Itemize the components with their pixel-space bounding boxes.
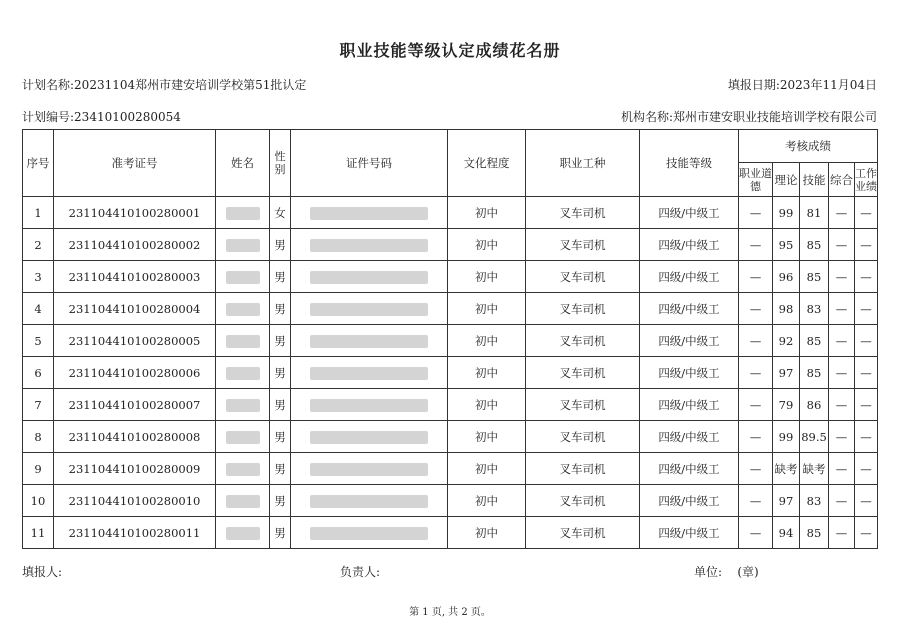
cell-skill: 85 bbox=[800, 517, 829, 549]
redaction-blur bbox=[226, 431, 260, 444]
redaction-blur bbox=[226, 495, 260, 508]
cell-name bbox=[216, 325, 270, 357]
cell-exam-no: 231104410100280006 bbox=[54, 357, 216, 389]
cell-exam-no: 231104410100280007 bbox=[54, 389, 216, 421]
cell-skill: 89.5 bbox=[800, 421, 829, 453]
cell-skill: 83 bbox=[800, 485, 829, 517]
filler-label: 填报人: bbox=[22, 565, 63, 579]
cell-level: 四级/中级工 bbox=[640, 229, 739, 261]
cell-skill: 86 bbox=[800, 389, 829, 421]
cell-occupation: 叉车司机 bbox=[526, 197, 640, 229]
cell-level: 四级/中级工 bbox=[640, 517, 739, 549]
cell-ethics: — bbox=[739, 261, 773, 293]
header-exam-no: 准考证号 bbox=[54, 130, 216, 197]
cell-comprehensive: — bbox=[829, 357, 855, 389]
cell-id-no bbox=[291, 293, 448, 325]
cell-gender: 男 bbox=[270, 229, 291, 261]
cell-seq: 10 bbox=[23, 485, 54, 517]
cell-name bbox=[216, 261, 270, 293]
cell-skill: 83 bbox=[800, 293, 829, 325]
cell-name bbox=[216, 357, 270, 389]
table-row bbox=[23, 261, 878, 293]
plan-number-label: 计划编号: bbox=[22, 110, 75, 124]
cell-comprehensive: — bbox=[829, 229, 855, 261]
cell-id-no bbox=[291, 453, 448, 485]
cell-ethics: — bbox=[739, 293, 773, 325]
cell-skill: 85 bbox=[800, 229, 829, 261]
cell-gender: 男 bbox=[270, 453, 291, 485]
cell-level: 四级/中级工 bbox=[640, 325, 739, 357]
cell-education: 初中 bbox=[448, 261, 526, 293]
fill-date-label: 填报日期: bbox=[727, 78, 780, 92]
cell-level: 四级/中级工 bbox=[640, 389, 739, 421]
cell-performance: — bbox=[855, 357, 878, 389]
cell-occupation: 叉车司机 bbox=[526, 453, 640, 485]
cell-gender: 男 bbox=[270, 517, 291, 549]
cell-performance: — bbox=[855, 229, 878, 261]
cell-education: 初中 bbox=[448, 357, 526, 389]
cell-occupation: 叉车司机 bbox=[526, 421, 640, 453]
cell-occupation: 叉车司机 bbox=[526, 293, 640, 325]
plan-number-value: 23410100280054 bbox=[74, 110, 181, 124]
cell-level: 四级/中级工 bbox=[640, 357, 739, 389]
cell-theory: 97 bbox=[773, 357, 800, 389]
cell-seq: 7 bbox=[23, 389, 54, 421]
cell-occupation: 叉车司机 bbox=[526, 485, 640, 517]
redaction-blur bbox=[310, 431, 428, 444]
cell-occupation: 叉车司机 bbox=[526, 357, 640, 389]
cell-ethics: — bbox=[739, 229, 773, 261]
cell-performance: — bbox=[855, 421, 878, 453]
cell-comprehensive: — bbox=[829, 197, 855, 229]
cell-education: 初中 bbox=[448, 229, 526, 261]
cell-theory: 98 bbox=[773, 293, 800, 325]
organization bbox=[621, 108, 877, 125]
cell-gender: 男 bbox=[270, 485, 291, 517]
cell-id-no bbox=[291, 261, 448, 293]
redaction-blur bbox=[226, 335, 260, 348]
redaction-blur bbox=[310, 527, 428, 540]
redaction-blur bbox=[310, 335, 428, 348]
header-education: 文化程度 bbox=[448, 130, 526, 197]
cell-education: 初中 bbox=[448, 453, 526, 485]
cell-performance: — bbox=[855, 197, 878, 229]
fill-date bbox=[728, 76, 877, 93]
cell-name bbox=[216, 421, 270, 453]
header-ethics: 职业道德 bbox=[739, 163, 773, 197]
cell-occupation: 叉车司机 bbox=[526, 229, 640, 261]
cell-skill: 81 bbox=[800, 197, 829, 229]
unit-label bbox=[694, 563, 759, 580]
cell-gender: 女 bbox=[270, 197, 291, 229]
cell-ethics: — bbox=[739, 325, 773, 357]
cell-education: 初中 bbox=[448, 517, 526, 549]
cell-skill: 85 bbox=[800, 325, 829, 357]
redaction-blur bbox=[226, 239, 260, 252]
organization-value: 郑州市建安职业技能培训学校有限公司 bbox=[672, 110, 877, 124]
header-gender: 性别 bbox=[270, 130, 291, 197]
redaction-blur bbox=[226, 271, 260, 284]
cell-theory: 95 bbox=[773, 229, 800, 261]
plan-name-label: 计划名称: bbox=[22, 78, 75, 92]
cell-level: 四级/中级工 bbox=[640, 485, 739, 517]
table-row bbox=[23, 325, 878, 357]
cell-exam-no: 231104410100280001 bbox=[54, 197, 216, 229]
header-theory: 理论 bbox=[773, 163, 800, 197]
cell-occupation: 叉车司机 bbox=[526, 517, 640, 549]
cell-comprehensive: — bbox=[829, 453, 855, 485]
cell-id-no bbox=[291, 485, 448, 517]
redaction-blur bbox=[226, 463, 260, 476]
cell-id-no bbox=[291, 421, 448, 453]
header-seq: 序号 bbox=[23, 130, 54, 197]
cell-skill: 85 bbox=[800, 261, 829, 293]
table-row bbox=[23, 421, 878, 453]
redaction-blur bbox=[310, 463, 428, 476]
redaction-blur bbox=[226, 207, 260, 220]
cell-gender: 男 bbox=[270, 389, 291, 421]
table-row bbox=[23, 485, 878, 517]
cell-theory: 94 bbox=[773, 517, 800, 549]
redaction-blur bbox=[226, 303, 260, 316]
cell-exam-no: 231104410100280009 bbox=[54, 453, 216, 485]
cell-id-no bbox=[291, 517, 448, 549]
cell-performance: — bbox=[855, 261, 878, 293]
redaction-blur bbox=[310, 399, 428, 412]
cell-name bbox=[216, 293, 270, 325]
fill-date-value: 2023年11月04日 bbox=[779, 78, 877, 92]
cell-gender: 男 bbox=[270, 325, 291, 357]
cell-occupation: 叉车司机 bbox=[526, 389, 640, 421]
cell-theory: 97 bbox=[773, 485, 800, 517]
redaction-blur bbox=[310, 303, 428, 316]
plan-number bbox=[22, 108, 181, 125]
cell-name bbox=[216, 389, 270, 421]
redaction-blur bbox=[226, 399, 260, 412]
cell-name bbox=[216, 197, 270, 229]
cell-exam-no: 231104410100280002 bbox=[54, 229, 216, 261]
cell-gender: 男 bbox=[270, 357, 291, 389]
cell-education: 初中 bbox=[448, 389, 526, 421]
cell-performance: — bbox=[855, 453, 878, 485]
table-row bbox=[23, 293, 878, 325]
cell-gender: 男 bbox=[270, 293, 291, 325]
cell-theory: 92 bbox=[773, 325, 800, 357]
table-row bbox=[23, 229, 878, 261]
cell-skill: 缺考 bbox=[800, 453, 829, 485]
cell-level: 四级/中级工 bbox=[640, 293, 739, 325]
cell-seq: 6 bbox=[23, 357, 54, 389]
cell-theory: 99 bbox=[773, 197, 800, 229]
page-number: 第 1 页, 共 2 页。 bbox=[409, 607, 491, 618]
table-row bbox=[23, 389, 878, 421]
cell-comprehensive: — bbox=[829, 389, 855, 421]
cell-level: 四级/中级工 bbox=[640, 197, 739, 229]
cell-seq: 11 bbox=[23, 517, 54, 549]
cell-performance: — bbox=[855, 389, 878, 421]
cell-education: 初中 bbox=[448, 197, 526, 229]
plan-name bbox=[22, 76, 306, 93]
cell-performance: — bbox=[855, 293, 878, 325]
unit-label-text: 单位: bbox=[694, 565, 723, 579]
seal-text: (章) bbox=[737, 565, 759, 579]
cell-seq: 2 bbox=[23, 229, 54, 261]
cell-occupation: 叉车司机 bbox=[526, 261, 640, 293]
cell-theory: 99 bbox=[773, 421, 800, 453]
redaction-blur bbox=[226, 527, 260, 540]
cell-performance: — bbox=[855, 325, 878, 357]
header-comprehensive: 综合 bbox=[829, 163, 855, 197]
cell-performance: — bbox=[855, 485, 878, 517]
cell-id-no bbox=[291, 325, 448, 357]
cell-id-no bbox=[291, 229, 448, 261]
cell-comprehensive: — bbox=[829, 325, 855, 357]
table-row bbox=[23, 197, 878, 229]
cell-ethics: — bbox=[739, 389, 773, 421]
plan-name-value: 20231104郑州市建安培训学校第51批认定 bbox=[74, 78, 307, 92]
redaction-blur bbox=[310, 239, 428, 252]
cell-seq: 9 bbox=[23, 453, 54, 485]
cell-name bbox=[216, 229, 270, 261]
cell-ethics: — bbox=[739, 421, 773, 453]
cell-exam-no: 231104410100280003 bbox=[54, 261, 216, 293]
cell-name bbox=[216, 517, 270, 549]
cell-exam-no: 231104410100280011 bbox=[54, 517, 216, 549]
cell-ethics: — bbox=[739, 197, 773, 229]
table-body bbox=[23, 197, 878, 549]
cell-name bbox=[216, 453, 270, 485]
cell-seq: 8 bbox=[23, 421, 54, 453]
cell-id-no bbox=[291, 197, 448, 229]
cell-seq: 4 bbox=[23, 293, 54, 325]
cell-exam-no: 231104410100280010 bbox=[54, 485, 216, 517]
cell-level: 四级/中级工 bbox=[640, 261, 739, 293]
cell-id-no bbox=[291, 389, 448, 421]
redaction-blur bbox=[310, 495, 428, 508]
header-performance: 工作业绩 bbox=[855, 163, 878, 197]
header-skill: 技能 bbox=[800, 163, 829, 197]
cell-level: 四级/中级工 bbox=[640, 421, 739, 453]
cell-performance: — bbox=[855, 517, 878, 549]
redaction-blur bbox=[310, 271, 428, 284]
table-row bbox=[23, 517, 878, 549]
header-id-no: 证件号码 bbox=[291, 130, 448, 197]
cell-exam-no: 231104410100280008 bbox=[54, 421, 216, 453]
cell-ethics: — bbox=[739, 485, 773, 517]
cell-comprehensive: — bbox=[829, 421, 855, 453]
cell-level: 四级/中级工 bbox=[640, 453, 739, 485]
cell-education: 初中 bbox=[448, 293, 526, 325]
cell-theory: 96 bbox=[773, 261, 800, 293]
cell-comprehensive: — bbox=[829, 293, 855, 325]
redaction-blur bbox=[310, 207, 428, 220]
cell-gender: 男 bbox=[270, 261, 291, 293]
cell-id-no bbox=[291, 357, 448, 389]
header-scores: 考核成绩 bbox=[739, 130, 878, 163]
cell-exam-no: 231104410100280005 bbox=[54, 325, 216, 357]
table-row bbox=[23, 357, 878, 389]
cell-theory: 缺考 bbox=[773, 453, 800, 485]
cell-name bbox=[216, 485, 270, 517]
cell-exam-no: 231104410100280004 bbox=[54, 293, 216, 325]
cell-education: 初中 bbox=[448, 485, 526, 517]
cell-seq: 5 bbox=[23, 325, 54, 357]
cell-comprehensive: — bbox=[829, 485, 855, 517]
cell-gender: 男 bbox=[270, 421, 291, 453]
table-row bbox=[23, 453, 878, 485]
cell-comprehensive: — bbox=[829, 261, 855, 293]
cell-occupation: 叉车司机 bbox=[526, 325, 640, 357]
cell-education: 初中 bbox=[448, 325, 526, 357]
page-title: 职业技能等级认定成绩花名册 bbox=[339, 41, 561, 60]
cell-seq: 1 bbox=[23, 197, 54, 229]
cell-theory: 79 bbox=[773, 389, 800, 421]
cell-ethics: — bbox=[739, 357, 773, 389]
cell-education: 初中 bbox=[448, 421, 526, 453]
cell-comprehensive: — bbox=[829, 517, 855, 549]
cell-skill: 85 bbox=[800, 357, 829, 389]
score-table bbox=[22, 129, 878, 549]
redaction-blur bbox=[310, 367, 428, 380]
redaction-blur bbox=[226, 367, 260, 380]
responsible-label: 负责人: bbox=[340, 565, 381, 579]
header-name: 姓名 bbox=[216, 130, 270, 197]
header-occupation: 职业工种 bbox=[526, 130, 640, 197]
cell-seq: 3 bbox=[23, 261, 54, 293]
cell-ethics: — bbox=[739, 517, 773, 549]
cell-ethics: — bbox=[739, 453, 773, 485]
organization-label: 机构名称: bbox=[620, 110, 673, 124]
header-level: 技能等级 bbox=[640, 130, 739, 197]
